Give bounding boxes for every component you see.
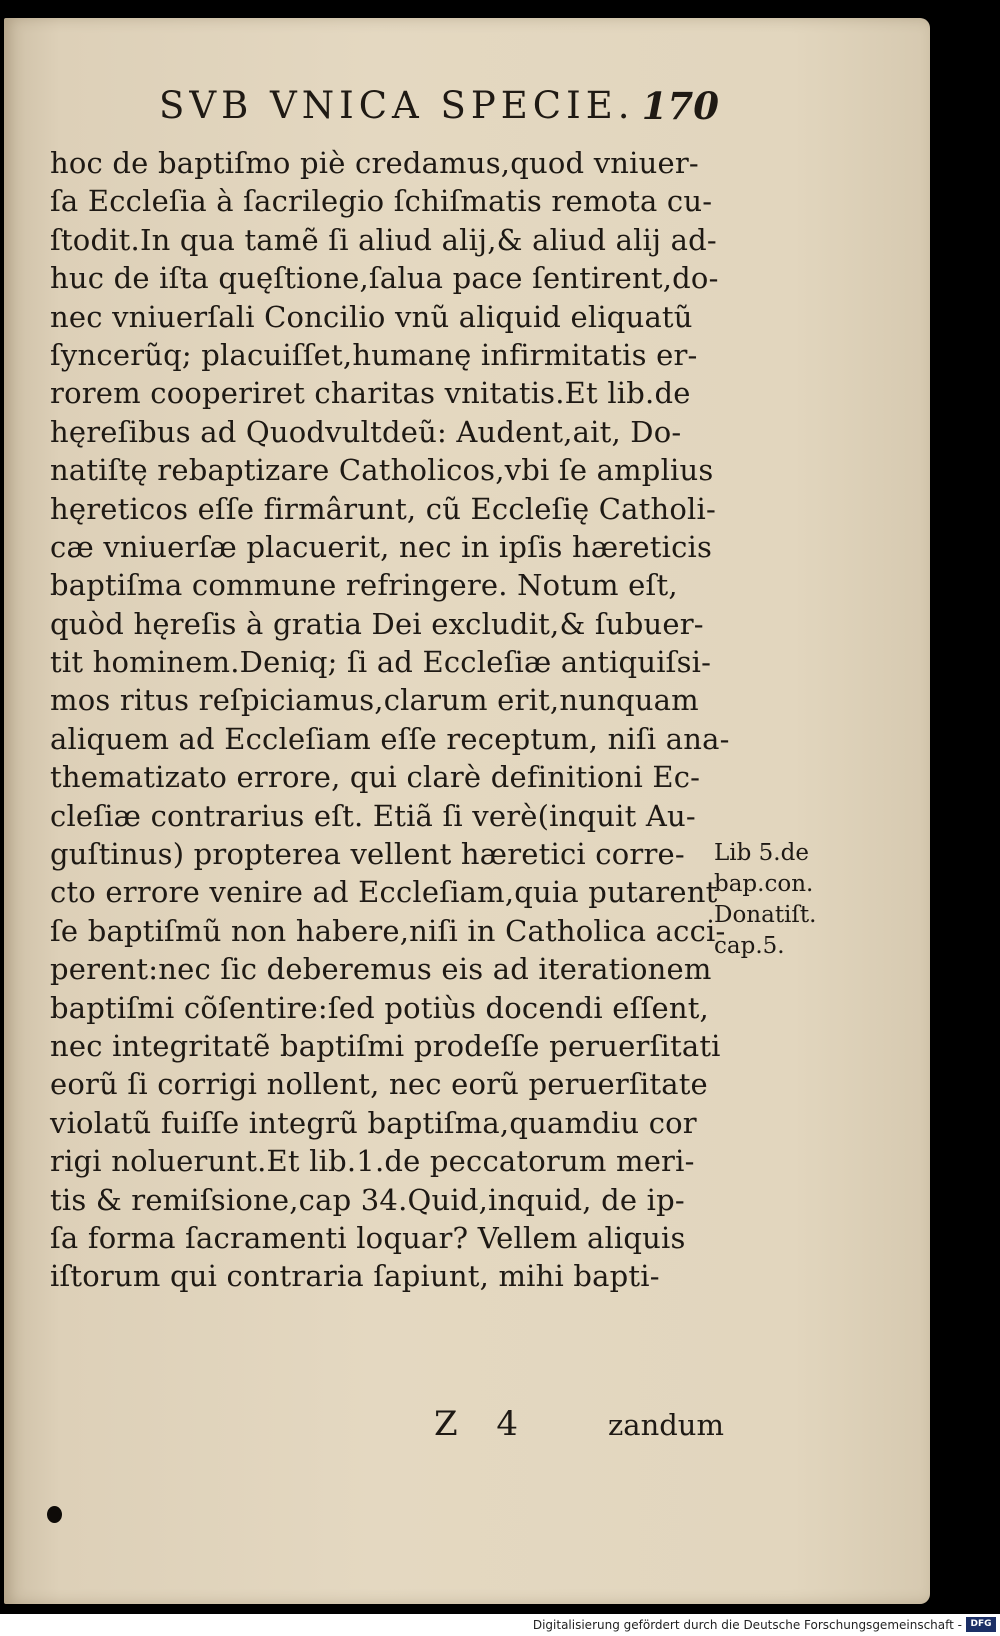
funding-credit: Digitalisierung gefördert durch die Deutsche Forschungsgemeinschaft - <box>532 1618 962 1632</box>
text-line: tit hominem.Deniq; ſi ad Eccleſiæ antiquiſsi- <box>50 645 712 680</box>
text-line: natiſtę rebaptizare Catholicos,vbi ſe amplius <box>50 453 714 488</box>
text-line: eorũ ſi corrigi nollent, nec eorũ peruerſitate <box>50 1067 708 1102</box>
text-line: ſe baptiſmũ non habere,niſi in Catholica acci- <box>50 913 726 948</box>
marginal-note-line: bap.con. <box>714 871 814 897</box>
text-line: nec vniuerſali Concilio vnũ aliquid eliquatũ <box>50 299 693 334</box>
marginal-note-line: cap.5. <box>714 933 785 959</box>
marginal-note <box>714 838 864 962</box>
text-line: iſtorum qui contraria ſapiunt, mihi bapti- <box>50 1259 660 1294</box>
text-line: huc de iſta quęſtione,ſalua pace ſentirent,do- <box>50 261 719 296</box>
text-line: baptiſma commune refringere. Notum eſt, <box>50 568 678 603</box>
text-line: rorem cooperiret charitas vnitatis.Et lib.de <box>50 376 691 411</box>
digitization-footer <box>0 1614 1000 1636</box>
text-line: hęreticos eſſe firmârunt, cũ Eccleſię Catholi- <box>50 491 717 526</box>
text-line: ſa forma ſacramenti loquar? Vellem aliquis <box>50 1220 686 1255</box>
text-line: cto errore venire ad Eccleſiam,quia putarent <box>50 875 718 910</box>
text-line: baptiſmi cõſentire:ſed potiùs docendi eſſent, <box>50 990 709 1025</box>
text-line: nec integritatẽ baptiſmi prodeſſe peruerſitati <box>50 1028 721 1063</box>
text-line: mos ritus reſpiciamus,clarum erit,nunquam <box>50 683 699 718</box>
running-title: SVB VNICA SPECIE. <box>159 84 635 127</box>
text-line: aliquem ad Eccleſiam eſſe receptum, niſi ana- <box>50 721 730 756</box>
page-footer-marks <box>434 1404 724 1448</box>
text-line: thematizato errore, qui clarè definitioni Ec- <box>50 760 701 795</box>
marginal-note-line: Lib 5.de <box>714 840 809 866</box>
catchword: zandum <box>608 1408 724 1442</box>
text-line: cleſiæ contrarius eſt. Etiã ſi verè(inquit Au- <box>50 798 696 833</box>
text-line: ſtodit.In qua tamẽ ſi aliud alij,& aliud alij ad- <box>50 222 717 257</box>
book-page <box>4 18 930 1604</box>
text-line: violatũ fuiſſe integrũ baptiſma,quamdiu cor <box>50 1105 697 1140</box>
text-line: perent:nec ſic deberemus eis ad iterationem <box>50 952 712 987</box>
page-number: 170 <box>641 84 719 128</box>
signature-mark: Z 4 <box>434 1404 533 1444</box>
text-line: cæ vniuerſæ placuerit, nec in ipſis hæreticis <box>50 529 713 564</box>
text-line: ſyncerũq; placuiſſet,humanę infirmitatis er- <box>50 337 698 372</box>
text-line: guſtinus) propterea vellent hæretici corre- <box>50 837 685 872</box>
running-head <box>159 84 719 134</box>
text-line: rigi noluerunt.Et lib.1.de peccatorum meri- <box>50 1144 695 1179</box>
marginal-note-line: Donatiſt. <box>714 902 817 928</box>
text-line: ſa Eccleſia à ſacrilegio ſchiſmatis remota cu- <box>50 184 713 219</box>
text-line: tis & remiſsione,cap 34.Quid,inquid, de ip- <box>50 1182 685 1217</box>
body-text <box>50 144 730 1296</box>
text-line: hoc de baptiſmo piè credamus,quod vniuer- <box>50 146 699 180</box>
ink-spot <box>47 1506 62 1523</box>
text-line: hęreſibus ad Quodvultdeũ: Audent,ait, Do- <box>50 414 682 449</box>
dfg-logo: DFG <box>966 1617 996 1632</box>
text-line: quòd hęreſis à gratia Dei excludit,& ſubuer- <box>50 606 704 641</box>
